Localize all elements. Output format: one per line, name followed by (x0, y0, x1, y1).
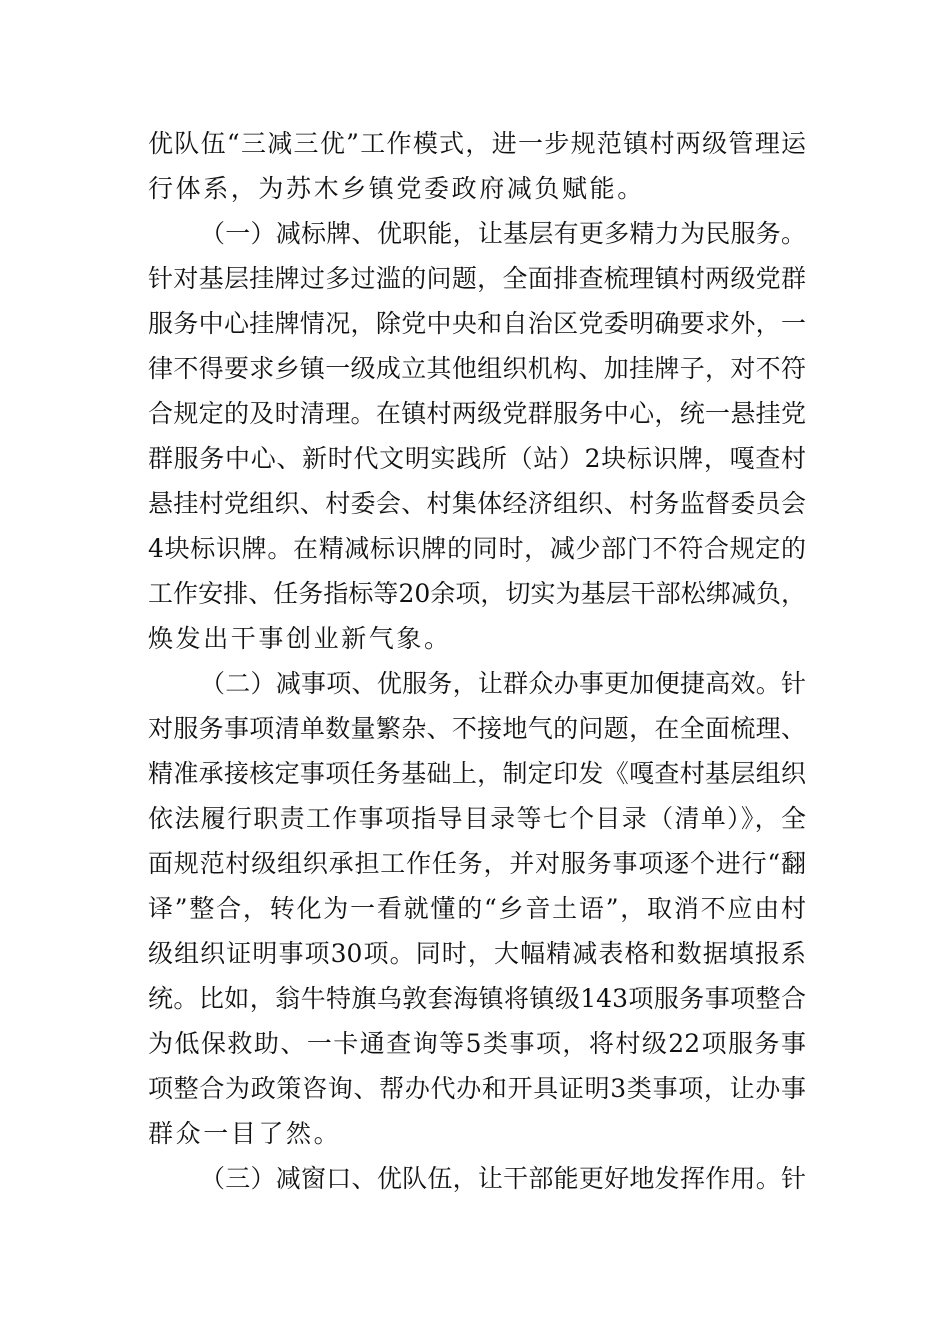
text-line: 焕发出干事创业新气象。 (148, 624, 452, 653)
text-line: 级组织证明事项30项。同时，大幅精减表格和数据填报系 (148, 939, 806, 968)
text-line: 合规定的及时清理。在镇村两级党群服务中心，统一悬挂党 (148, 399, 806, 428)
paragraph-heading-2: （二）减事项、优服务，让群众办事更加便捷高效。针 (200, 669, 806, 698)
text-line: 行体系，为苏木乡镇党委政府减负赋能。 (148, 174, 645, 203)
text-line: 依法履行职责工作事项指导目录等七个目录（清单）》，全 (148, 804, 806, 833)
text-line: 工作安排、任务指标等20余项，切实为基层干部松绑减负， (148, 579, 806, 608)
text-line: 群众一目了然。 (148, 1119, 342, 1148)
text-line: 面规范村级组织承担工作任务，并对服务事项逐个进行“翻 (148, 849, 806, 878)
paragraph-heading-3: （三）减窗口、优队伍，让干部能更好地发挥作用。针 (200, 1164, 806, 1193)
text-line: 服务中心挂牌情况，除党中央和自治区党委明确要求外，一 (148, 309, 806, 338)
text-line: 优队伍“三减三优”工作模式，进一步规范镇村两级管理运 (148, 129, 806, 158)
text-line: 律不得要求乡镇一级成立其他组织机构、加挂牌子，对不符 (148, 354, 806, 383)
text-line: 群服务中心、新时代文明实践所（站）2块标识牌，嘎查村 (148, 444, 806, 473)
text-line: 针对基层挂牌过多过滥的问题，全面排查梳理镇村两级党群 (148, 264, 806, 293)
text-line: 4块标识牌。在精减标识牌的同时，减少部门不符合规定的 (148, 534, 806, 563)
paragraph-heading-1: （一）减标牌、优职能，让基层有更多精力为民服务。 (200, 219, 806, 248)
text-line: 为低保救助、一卡通查询等5类事项，将村级22项服务事 (148, 1029, 806, 1058)
text-line: 统。比如，翁牛特旗乌敦套海镇将镇级143项服务事项整合 (148, 984, 806, 1013)
text-line: 悬挂村党组织、村委会、村集体经济组织、村务监督委员会 (148, 489, 806, 518)
text-line: 译”整合，转化为一看就懂的“乡音土语”，取消不应由村 (148, 894, 806, 923)
text-line: 对服务事项清单数量繁杂、不接地气的问题，在全面梳理、 (148, 714, 806, 743)
text-line: 精准承接核定事项任务基础上，制定印发《嘎查村基层组织 (148, 759, 806, 788)
text-line: 项整合为政策咨询、帮办代办和开具证明3类事项，让办事 (148, 1074, 806, 1103)
